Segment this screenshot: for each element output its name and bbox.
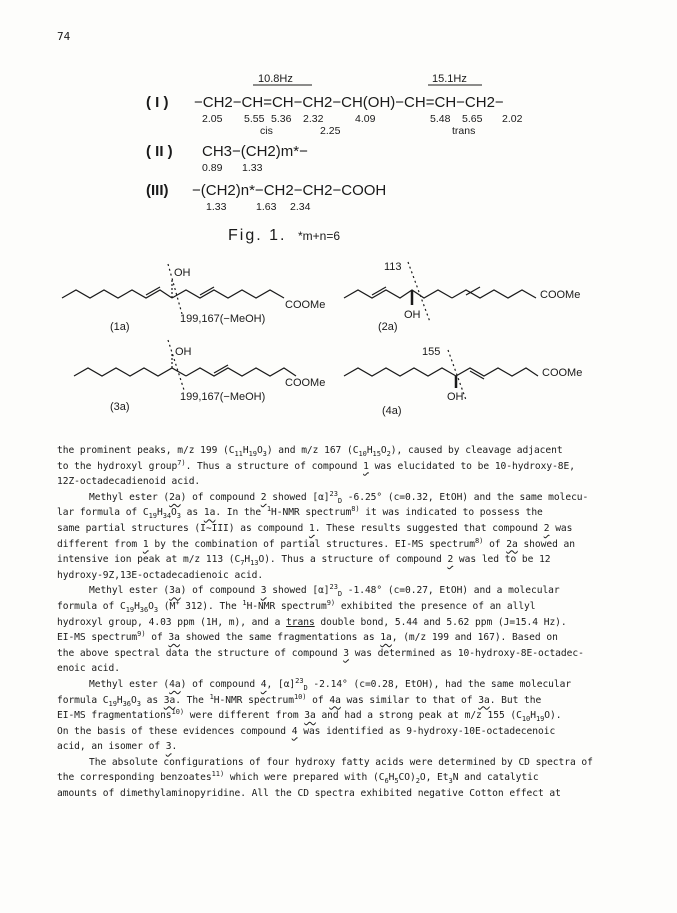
- text-fragment: 3: [165, 741, 172, 753]
- text-fragment: trans: [286, 616, 315, 628]
- text-fragment: hydroxyl group, 4.03 ppm (1H, m), and a: [57, 616, 287, 628]
- text-fragment: .: [171, 741, 178, 753]
- text-fragment: exhibited the presence of an allyl: [335, 600, 536, 612]
- text-fragment: ) of compound: [180, 678, 261, 690]
- structure-3a-label: (3a): [110, 401, 130, 413]
- trans-label: trans: [452, 125, 476, 137]
- text-fragment: -1.48° (c=0.27, EtOH) and a molecular: [342, 585, 560, 597]
- text-fragment: 2: [386, 449, 391, 458]
- text-fragment: 4a: [329, 694, 341, 706]
- text-fragment: 4: [260, 678, 267, 690]
- structure-4a-label: (4a): [382, 405, 402, 417]
- text-fragment: as: [140, 694, 164, 706]
- text-fragment: 2a: [506, 538, 518, 550]
- text-fragment: which were prepared with (C: [224, 772, 385, 784]
- structure-3a-ester: COOMe: [285, 377, 326, 389]
- text-fragment: enoic acid.: [57, 663, 120, 675]
- row-III-shift-3: 2.34: [290, 201, 311, 213]
- text-fragment: 11): [211, 770, 225, 779]
- row-III-shift-1: 1.33: [206, 201, 227, 213]
- text-fragment: 4: [291, 725, 298, 737]
- text-fragment: 34: [162, 512, 172, 521]
- text-fragment: . But the: [489, 694, 542, 706]
- paragraph-5: [57, 755, 637, 802]
- structure-2a-label: (2a): [378, 321, 398, 333]
- text-fragment: acid, an isomer of: [57, 741, 166, 753]
- text-fragment: the prominent peaks, m/z 199 (C: [57, 445, 235, 456]
- text-fragment: H: [134, 600, 140, 612]
- text-fragment: H: [242, 445, 249, 456]
- shift-6: 5.48: [430, 113, 451, 125]
- text-fragment: D: [337, 590, 343, 599]
- paragraph-4: [57, 677, 637, 755]
- text-fragment: 19: [108, 699, 117, 708]
- structure-1a: [62, 264, 284, 314]
- text-fragment: showed [α]: [266, 585, 330, 597]
- text-fragment: H: [116, 694, 123, 706]
- structure-1a-frag: 199,167(−MeOH): [180, 313, 266, 325]
- text-fragment: 1a: [203, 507, 216, 519]
- text-fragment: 8): [475, 536, 484, 545]
- shift-3: 5.36: [271, 113, 292, 125]
- structure-4a: [344, 350, 538, 400]
- structure-4a-frag: 155: [422, 346, 441, 358]
- text-fragment: 1: [142, 538, 149, 550]
- figure-1: [0, 70, 677, 425]
- text-fragment: O). Thus a structure of compound: [258, 554, 448, 566]
- text-fragment: 4a: [169, 678, 181, 690]
- text-fragment: O: [256, 445, 263, 456]
- text-fragment: 1: [363, 460, 369, 472]
- text-fragment: 2: [260, 491, 267, 503]
- text-fragment: and had a strong peak at m/z 155 (C: [315, 710, 522, 722]
- text-fragment: 12Z-octadecadienoid acid.: [57, 476, 201, 488]
- shift-7: 5.65: [462, 113, 483, 125]
- structure-1a-oh: OH: [174, 267, 191, 279]
- shift-5: 4.09: [355, 113, 376, 125]
- text-fragment: to the hydroxyl group: [57, 460, 178, 472]
- text-fragment: ) and m/z 167 (C: [266, 445, 359, 456]
- paragraph-3: [57, 583, 637, 677]
- text-fragment: 1a: [380, 632, 392, 644]
- structure-2a-frag: 113: [384, 261, 402, 273]
- text-fragment: amounts of dimethylaminopyridine. All the CD spectra exhibited negative Cotton effect at: [57, 788, 561, 800]
- text-fragment: ) of compound: [180, 491, 261, 503]
- structure-1a-label: (1a): [110, 321, 130, 333]
- text-fragment: On the basis of these evidences compound: [57, 725, 292, 737]
- text-fragment: H: [388, 772, 395, 784]
- text-fragment: 23: [295, 676, 304, 685]
- text-fragment: was determined as 10-hydroxy-8E-octadec-: [349, 647, 584, 659]
- text-fragment: D: [303, 683, 308, 692]
- text-fragment: was: [549, 522, 573, 534]
- text-fragment: 8): [351, 505, 360, 514]
- shift-1: 2.05: [202, 113, 223, 125]
- text-fragment: 9): [137, 629, 146, 638]
- structure-4a-oh: OH: [447, 391, 464, 403]
- text-fragment: O: [171, 507, 177, 519]
- text-fragment: 3a: [169, 585, 181, 597]
- text-fragment: 2: [447, 554, 454, 566]
- text-fragment: N and catalytic: [452, 772, 539, 784]
- text-fragment: intensive ion peak at m/z 113 (C: [57, 554, 241, 566]
- text-fragment: was similar to that of: [340, 694, 479, 706]
- text-fragment: EI-MS spectrum: [57, 632, 138, 644]
- text-fragment: 19: [535, 715, 545, 723]
- figure-note: *m+n=6: [298, 229, 341, 243]
- text-fragment: O, Et: [419, 772, 449, 784]
- text-fragment: double bond, 5.44 and 5.62 ppm (J=15.4 Hz).: [314, 616, 567, 628]
- text-fragment: 1: [266, 505, 272, 514]
- text-fragment: ), caused by cleavage adjacent: [390, 445, 563, 456]
- text-fragment: showed an: [517, 538, 575, 550]
- structure-2a-ester: COOMe: [540, 289, 581, 301]
- text-fragment: was elucidated to be 10-hydroxy-8E,: [368, 460, 575, 472]
- text-fragment: 3: [260, 585, 267, 597]
- text-fragment: 7: [240, 559, 245, 568]
- page-number: 74: [57, 30, 71, 43]
- text-fragment: 15: [372, 449, 381, 458]
- text-fragment: 10: [358, 449, 367, 458]
- text-fragment: ) of compound: [180, 585, 261, 597]
- structure-2a-oh: OH: [404, 309, 421, 321]
- text-fragment: , [α]: [266, 678, 296, 690]
- text-fragment: the corresponding benzoates: [57, 772, 212, 784]
- text-fragment: H: [244, 554, 251, 566]
- text-fragment: Methyl ester (: [89, 678, 170, 690]
- row-I-formula: −CH2−CH=CH−CH2−CH(OH)−CH=CH−CH2−: [194, 94, 504, 111]
- text-fragment: O).: [544, 710, 562, 722]
- row-III-formula: −(CH2)n*−CH2−CH2−COOH: [192, 182, 387, 199]
- text-fragment: . These results suggested that compound: [314, 522, 544, 534]
- text-fragment: -2.14° (c=0.28, EtOH), had the same molecular: [307, 678, 572, 690]
- text-fragment: 3: [176, 512, 181, 521]
- text-fragment: 36: [139, 605, 149, 614]
- text-fragment: formula of C: [57, 600, 126, 612]
- text-fragment: D: [337, 496, 343, 505]
- paragraph-1: [57, 443, 637, 490]
- text-fragment: was led to be 12: [453, 554, 551, 566]
- text-fragment: same partial structures (I∼III) as compound: [57, 522, 309, 534]
- row-II-shift-1: 0.89: [202, 162, 223, 174]
- text-fragment: 7): [177, 458, 186, 467]
- text-fragment: 1: [242, 598, 247, 607]
- text-fragment: 36: [122, 699, 131, 708]
- figure-caption: Fig. 1.: [228, 227, 287, 244]
- coupling-cis: 10.8Hz: [258, 73, 293, 85]
- text-fragment: it was indicated to possess the: [359, 507, 543, 519]
- text-fragment: H: [530, 710, 536, 722]
- text-fragment: . The: [175, 694, 210, 706]
- text-fragment: of: [145, 632, 169, 644]
- row-II-shift-2: 1.33: [242, 162, 263, 174]
- text-fragment: CO): [398, 772, 416, 784]
- text-fragment: 1: [308, 522, 315, 534]
- text-fragment: 3a: [478, 694, 490, 706]
- text-fragment: the above spectral data the structure of compound: [57, 647, 344, 659]
- text-fragment: The absolute configurations of four hydroxy fatty acids were determined by CD spectra of: [89, 756, 593, 768]
- text-fragment: 5: [394, 777, 399, 786]
- text-fragment: formula C: [57, 694, 109, 706]
- shift-2: 5.55: [244, 113, 265, 125]
- text-fragment: H: [156, 507, 163, 519]
- row-I-label: ( I ): [146, 94, 169, 111]
- text-fragment: . In the: [215, 507, 267, 519]
- text-fragment: H-NMR spectrum: [246, 600, 327, 612]
- text-fragment: H-NMR spectrum: [271, 507, 352, 519]
- text-fragment: were different from: [184, 710, 305, 722]
- structure-1a-ester: COOMe: [285, 299, 326, 311]
- text-fragment: O: [148, 600, 154, 612]
- text-fragment: 2: [543, 522, 550, 534]
- text-fragment: 3: [448, 777, 453, 786]
- text-fragment: Methyl ester (: [89, 585, 170, 597]
- text-fragment: -6.25° (c=0.32, EtOH) and the same molecu-: [342, 491, 589, 503]
- text-fragment: 10: [521, 715, 531, 723]
- text-fragment: as: [180, 507, 204, 519]
- row-II-label: ( II ): [146, 143, 173, 160]
- text-fragment: 9): [326, 598, 336, 607]
- text-fragment: showed [α]: [266, 491, 330, 503]
- shift-8: 2.02: [502, 113, 523, 125]
- text-fragment: , (m/z 199 and 167). Based on: [391, 632, 558, 644]
- text-fragment: different from: [57, 538, 143, 550]
- text-fragment: 6: [384, 777, 389, 786]
- text-fragment: 19: [248, 449, 257, 458]
- body-text: [57, 443, 637, 802]
- text-fragment: 3: [136, 699, 141, 708]
- cis-label: cis: [260, 125, 273, 137]
- text-fragment: H: [366, 445, 373, 456]
- cis-shift: 2.25: [320, 125, 341, 137]
- coupling-trans: 15.1Hz: [432, 73, 467, 85]
- text-fragment: 2: [415, 777, 420, 786]
- text-fragment: 19: [125, 605, 135, 614]
- text-fragment: . Thus a structure of compound: [185, 460, 364, 472]
- text-fragment: 13: [250, 559, 259, 568]
- structure-2a: [344, 262, 536, 322]
- text-fragment: H-NMR spectrum: [213, 694, 294, 706]
- text-fragment: 1: [209, 692, 214, 701]
- text-fragment: by the combination of partial structures. EI-MS spectrum: [148, 538, 476, 550]
- text-fragment: 2a: [169, 491, 181, 503]
- row-II-formula: CH3−(CH2)m*−: [202, 143, 308, 160]
- text-fragment: 3: [262, 449, 267, 458]
- text-fragment: of: [306, 694, 330, 706]
- text-fragment: lar formula of C: [57, 507, 149, 519]
- structure-4a-ester: COOMe: [542, 367, 583, 379]
- text-fragment: EI-MS fragmentations: [57, 710, 172, 722]
- structure-3a-frag: 199,167(−MeOH): [180, 391, 266, 403]
- structure-3a-oh: OH: [175, 346, 192, 358]
- shift-4: 2.32: [303, 113, 324, 125]
- text-fragment: O: [130, 694, 137, 706]
- text-fragment: Methyl ester (: [89, 491, 170, 503]
- text-fragment: was identified as 9-hydroxy-10E-octadecenoic: [297, 725, 556, 737]
- text-fragment: 19: [148, 512, 157, 521]
- text-fragment: 3: [153, 605, 159, 614]
- text-fragment: showed the same fragmentations as: [179, 632, 381, 644]
- text-fragment: O: [380, 445, 387, 456]
- text-fragment: 23: [329, 489, 338, 498]
- text-fragment: 3a: [168, 632, 180, 644]
- text-fragment: (M: [158, 600, 176, 612]
- text-fragment: 23: [329, 583, 338, 592]
- row-III-label: (III): [146, 182, 169, 199]
- text-fragment: hydroxy-9Z,13E-octadecadienoic acid.: [57, 569, 264, 581]
- row-III-shift-2: 1.63: [256, 201, 277, 213]
- text-fragment: 312). The: [179, 600, 243, 612]
- text-fragment: 3a: [163, 694, 176, 706]
- paragraph-2: [57, 490, 637, 584]
- text-fragment: +: [175, 598, 180, 607]
- text-fragment: 10): [293, 692, 307, 701]
- text-fragment: 11: [234, 449, 243, 458]
- text-fragment: 10): [171, 707, 185, 716]
- text-fragment: 3a: [304, 710, 316, 722]
- text-fragment: of: [483, 538, 507, 550]
- text-fragment: 3: [343, 647, 350, 659]
